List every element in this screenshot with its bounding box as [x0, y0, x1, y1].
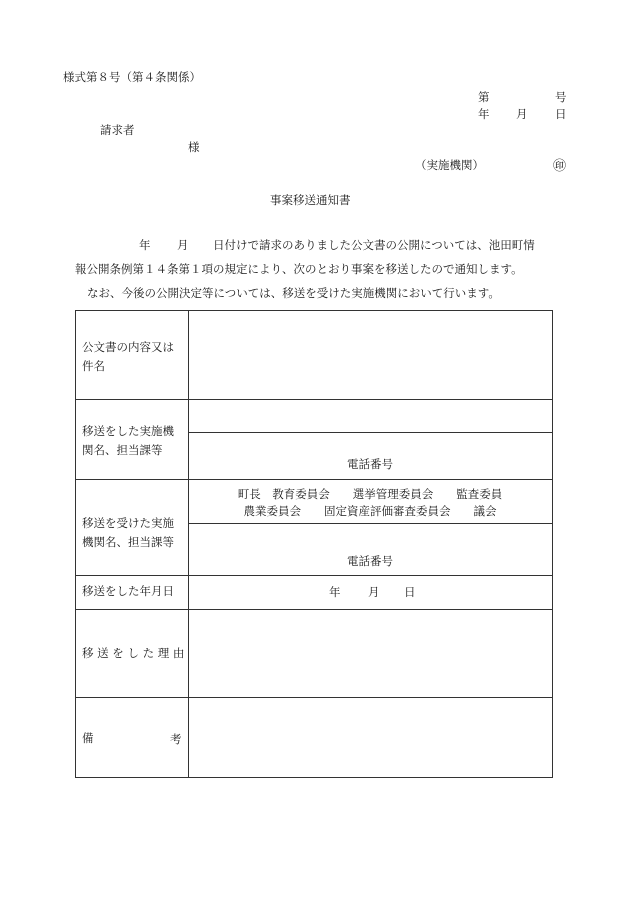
row2-label: 移送をした実施機 関名、担当課等 [82, 424, 174, 457]
row-divider [76, 479, 552, 480]
document-number-suffix: 号 [555, 90, 567, 104]
document-content-field[interactable] [189, 312, 551, 398]
date-day: 日 [555, 107, 567, 121]
row3-label: 移送を受けた実施 機関名、担当課等 [82, 516, 174, 549]
row6-label-right: 考 [170, 732, 182, 746]
row4-label: 移送をした年月日 [82, 584, 174, 598]
form-table [75, 310, 553, 778]
row-divider [76, 575, 552, 576]
document-number-prefix: 第 [478, 90, 490, 104]
transfer-reason-field[interactable] [189, 610, 551, 696]
seal-mark: ㊞ [553, 159, 567, 174]
honorific-sama: 様 [188, 140, 200, 154]
date-month: 月 [516, 107, 528, 121]
body-line2: 報公開条例第１４条第１項の規定により、次のとおり事案を移送したので通知します。 [75, 262, 523, 276]
row1-label: 公文書の内容又は 件名 [82, 340, 174, 373]
row6-label-left: 備 [82, 731, 94, 745]
form-number: 様式第８号（第４条関係） [63, 70, 201, 84]
subrow-divider [188, 432, 552, 433]
transfer-date-day: 日 [404, 585, 416, 599]
row5-label: 移 送 を し た 理 由 [82, 646, 185, 660]
agency-label: （実施機関） [415, 158, 484, 172]
subrow-divider [188, 523, 552, 524]
date-year: 年 [478, 107, 490, 121]
body-month: 月 [177, 238, 189, 252]
body-year: 年 [139, 238, 151, 252]
body-line1-rest: 日付けで請求のありました公文書の公開については、池田町情 [213, 238, 535, 252]
remarks-field[interactable] [189, 698, 551, 777]
body-line3: なお、今後の公開決定等については、移送を受けた実施機関において行います。 [87, 286, 500, 300]
row2-phone-label: 電話番号 [347, 457, 393, 471]
document-title: 事案移送通知書 [270, 193, 351, 207]
agency-options-line1: 町長 教育委員会 選挙管理委員会 監査委員 [237, 487, 503, 501]
transferring-agency-field[interactable] [189, 400, 551, 431]
agency-options-line2: 農業委員会 固定資産評価審査委員会 議会 [243, 504, 497, 518]
transfer-date-year: 年 [329, 585, 341, 599]
requester-label: 請求者 [100, 123, 135, 137]
transfer-date-month: 月 [368, 585, 380, 599]
row3-phone-label: 電話番号 [347, 554, 393, 568]
